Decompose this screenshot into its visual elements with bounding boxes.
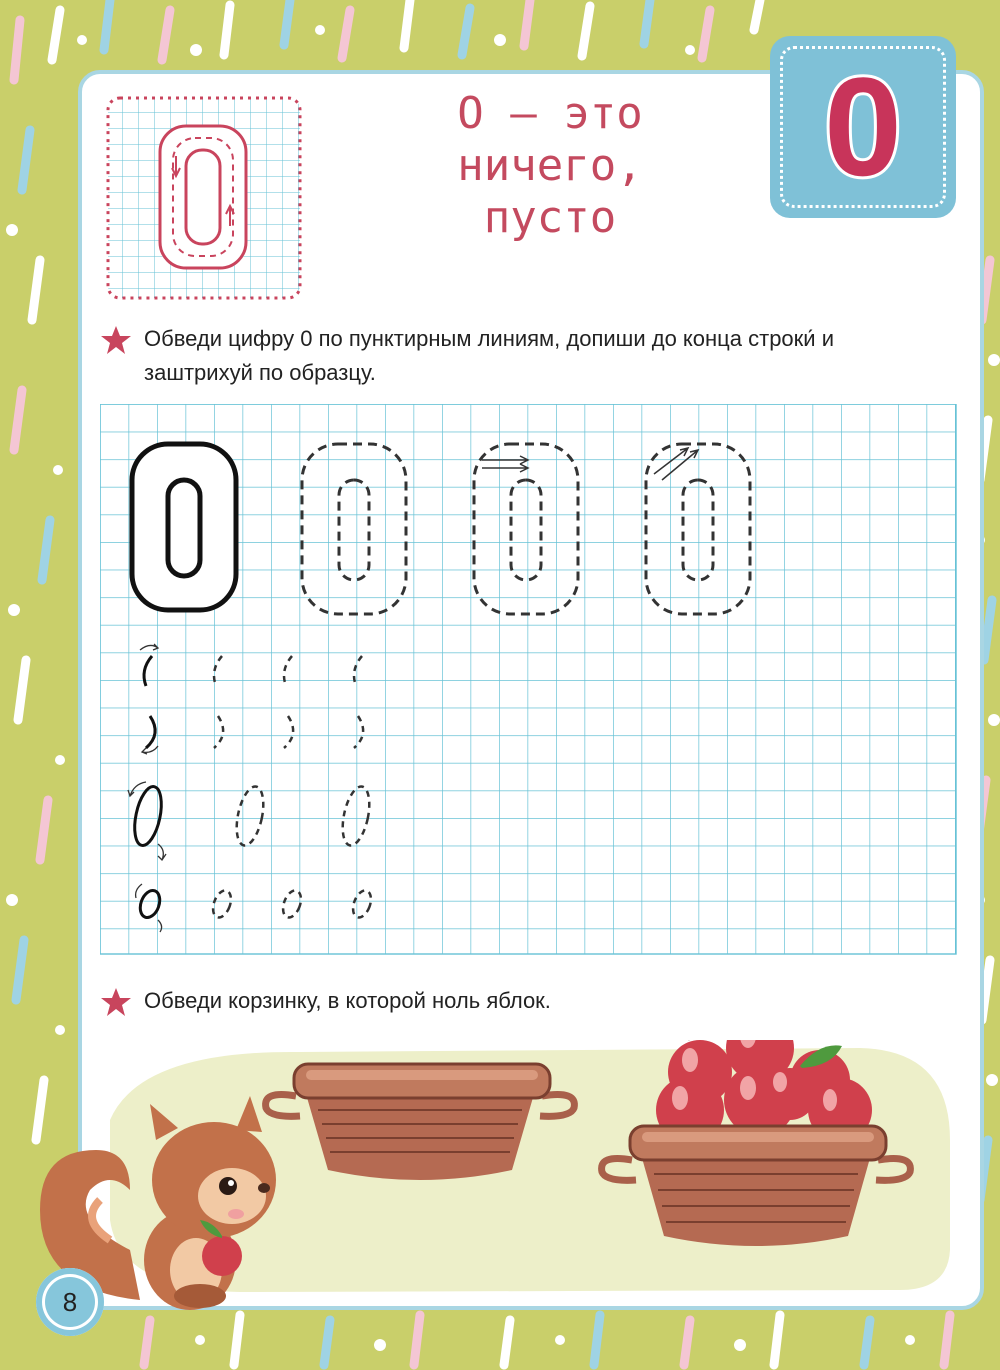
title-line: пусто [483, 192, 617, 243]
page-title [360, 88, 740, 244]
digit-badge: 0 [824, 48, 902, 205]
page-number: 8 [36, 1268, 104, 1336]
digit-tab [770, 36, 956, 218]
star-icon [100, 986, 132, 1018]
title-line: ничего, [457, 140, 643, 191]
sample-zero [132, 444, 236, 610]
baskets-scene [0, 1040, 1000, 1370]
task-text: Обведи корзинку, в которой ноль яблок. [144, 988, 551, 1013]
digit-tracing-example [106, 96, 302, 300]
task-instruction-1 [100, 322, 920, 390]
task-instruction-2 [100, 984, 920, 1018]
title-line: О – это [457, 88, 643, 139]
star-icon [100, 324, 132, 356]
practice-grid[interactable] [100, 404, 960, 956]
task-text: Обведи цифру 0 по пунктирным линиям, допиши до конца строки́ и заштрихуй по образцу. [144, 326, 834, 385]
